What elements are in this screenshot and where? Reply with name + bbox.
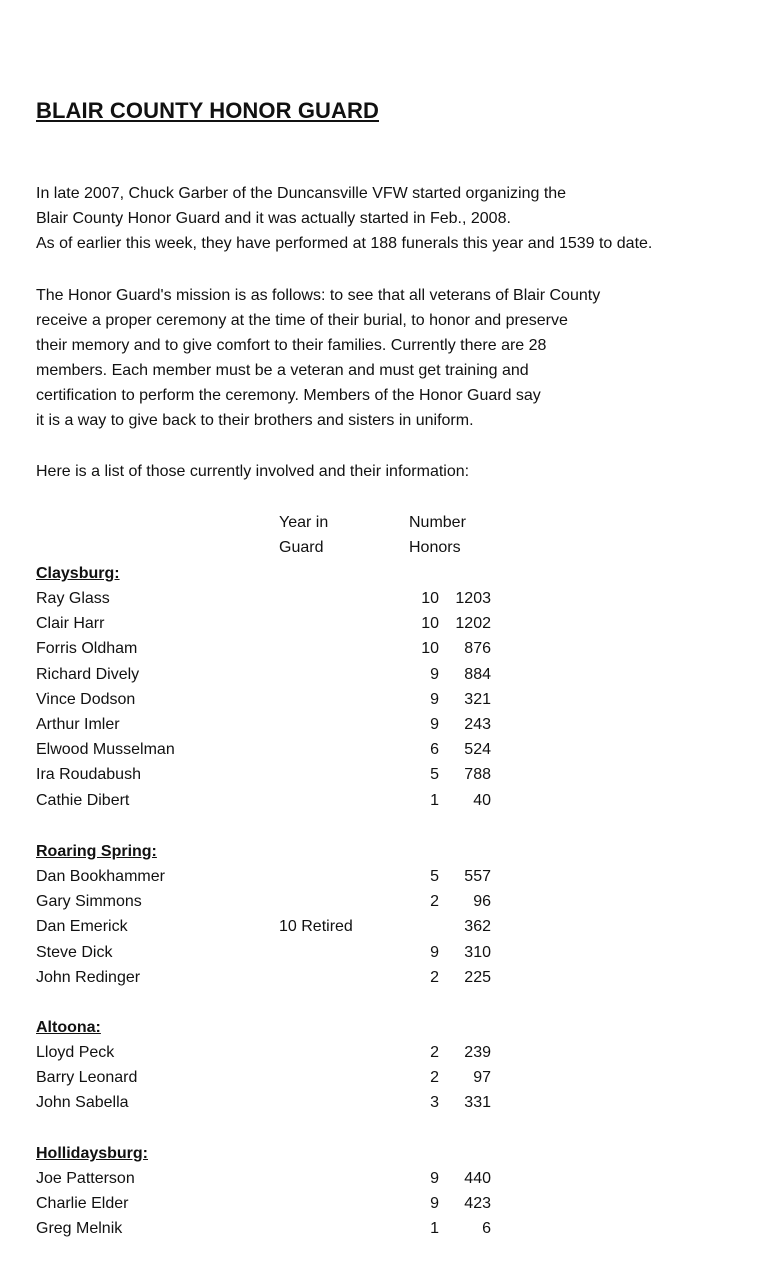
member-honors: 6 [482,1220,491,1238]
member-honors: 239 [464,1044,491,1061]
member-honors: 225 [464,968,491,986]
intro-line: In late 2007, Chuck Garber of the Duncansville VFW started organizing the [36,185,567,202]
member-row [36,1040,506,1065]
member-years: 2 [430,893,439,911]
section-roaring-spring [36,839,506,990]
member-name: Richard Dively [36,665,140,683]
member-honors: 1203 [455,590,491,607]
member-honors: 524 [464,741,491,759]
intro-line: As of earlier this week, they have performed at 188 funerals this year and 1539 to date. [36,235,653,252]
member-honors: 243 [464,715,491,733]
member-years: 9 [430,665,439,683]
member-name: Ira Roudabush [36,766,141,784]
member-honors: 96 [473,893,491,911]
column-header-honors-line2: Honors [409,539,461,556]
page-title: BLAIR COUNTY HONOR GUARD [36,98,379,123]
member-name: Barry Leonard [36,1069,138,1087]
member-name: Charlie Elder [36,1195,129,1213]
section-heading: Roaring Spring: [36,843,157,860]
section-heading: Altoona: [36,1019,101,1036]
member-honors: 321 [464,690,491,708]
member-row [36,965,506,990]
member-row [36,1191,506,1216]
column-header-years-line2: Guard [279,539,324,556]
member-name: John Redinger [36,968,141,986]
member-row [36,864,506,889]
member-honors: 1202 [455,615,491,633]
member-name: Ray Glass [36,590,110,607]
member-years: 3 [430,1094,439,1112]
member-row [36,737,506,762]
member-row [36,914,506,939]
member-years: 10 [421,615,439,633]
member-years: 1 [430,791,439,809]
mission-paragraph [36,283,600,433]
mission-line: their memory and to give comfort to their families. Currently there are 28 [36,337,547,354]
member-years: 9 [430,1170,439,1187]
member-years: 6 [430,741,439,759]
mission-line: certification to perform the ceremony. Members of the Honor Guard say [36,387,541,404]
member-row [36,1166,506,1191]
section-heading: Hollidaysburg: [36,1145,149,1162]
member-name: Elwood Musselman [36,741,175,759]
member-row [36,662,506,687]
member-honors: 331 [464,1094,491,1112]
member-years: 10 [421,590,439,607]
member-row [36,889,506,914]
member-name: Lloyd Peck [36,1044,115,1061]
column-header-honors [409,510,466,560]
member-row [36,712,506,737]
member-row [36,762,506,787]
member-name: Dan Emerick [36,918,128,936]
member-years: 10 [421,640,439,658]
member-row [36,586,506,611]
member-name: Dan Bookhammer [36,868,165,885]
member-honors: 362 [464,918,491,936]
member-years: 5 [430,766,439,784]
member-name: Vince Dodson [36,690,136,708]
member-years: 9 [430,690,439,708]
member-years: 9 [430,943,439,961]
member-row [36,1216,506,1241]
column-header-honors-line1: Number [409,514,466,531]
member-years: 9 [430,1195,439,1213]
member-name: Greg Melnik [36,1220,123,1238]
member-name: Gary Simmons [36,893,142,911]
mission-line: receive a proper ceremony at the time of their burial, to honor and preserve [36,312,568,329]
member-years: 1 [430,1220,439,1238]
member-honors: 40 [473,791,491,809]
member-name: Steve Dick [36,943,113,961]
member-years: 9 [430,715,439,733]
member-honors: 310 [464,943,491,961]
intro-line: Blair County Honor Guard and it was actually started in Feb., 2008. [36,210,511,227]
member-years: 5 [430,868,439,885]
member-honors: 440 [464,1170,491,1187]
member-honors: 97 [473,1069,491,1087]
member-name: Cathie Dibert [36,791,130,809]
member-row [36,611,506,636]
section-altoona [36,1015,506,1116]
member-honors: 423 [464,1195,491,1213]
section-heading: Claysburg: [36,565,120,582]
member-row [36,788,506,813]
member-honors: 788 [464,766,491,784]
member-row [36,636,506,661]
section-hollidaysburg [36,1141,506,1242]
member-name: Joe Patterson [36,1170,135,1187]
column-header-years-line1: Year in [279,514,329,531]
member-honors: 884 [464,665,491,683]
member-row [36,1090,506,1115]
member-honors: 557 [464,868,491,885]
mission-line: members. Each member must be a veteran and must get training and [36,362,529,379]
member-honors: 876 [464,640,491,658]
member-row [36,687,506,712]
mission-line: The Honor Guard's mission is as follows: to see that all veterans of Blair County [36,287,601,304]
section-claysburg [36,561,506,813]
intro-paragraph [36,181,652,256]
member-years: 10 Retired [279,918,353,936]
member-name: John Sabella [36,1094,129,1112]
member-name: Arthur Imler [36,715,120,733]
member-row [36,940,506,965]
column-header-years [279,510,328,560]
member-name: Forris Oldham [36,640,138,658]
mission-line: it is a way to give back to their brothers and sisters in uniform. [36,412,474,429]
member-row [36,1065,506,1090]
member-years: 2 [430,1044,439,1061]
member-years: 2 [430,1069,439,1087]
member-name: Clair Harr [36,615,105,633]
list-intro-text: Here is a list of those currently involved and their information: [36,463,470,480]
member-years: 2 [430,968,439,986]
